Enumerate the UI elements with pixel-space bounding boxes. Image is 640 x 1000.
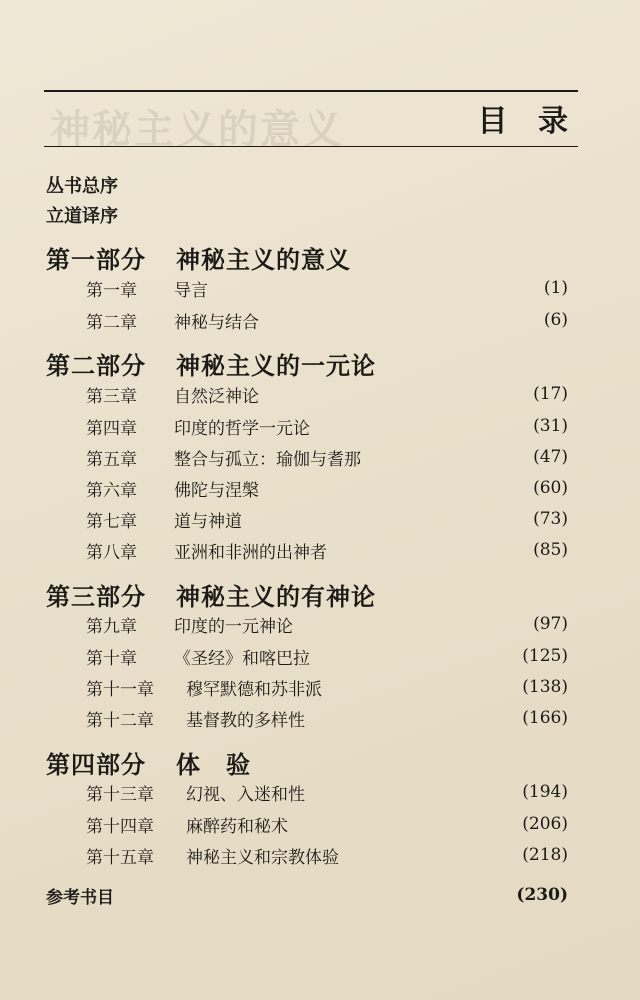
- page-number: (194): [522, 782, 568, 802]
- chapter-title: 亚洲和非洲的出神者: [174, 542, 327, 563]
- dot-leader: [367, 445, 527, 469]
- chapter-number: 第十章: [86, 648, 137, 669]
- chapter-title: 《圣经》和喀巴拉: [174, 648, 310, 669]
- dot-leader: [333, 538, 527, 562]
- dot-leader: [120, 882, 510, 908]
- part-title: 神秘主义的一元论: [176, 352, 376, 380]
- chapter-number: 第六章: [86, 480, 137, 501]
- bibliography-label: 参考书目: [46, 887, 114, 908]
- dot-leader: [265, 382, 527, 406]
- toc-entry[interactable]: [86, 414, 568, 438]
- chapter-number: 第七章: [86, 511, 137, 532]
- preface-series[interactable]: 丛书总序: [46, 176, 118, 197]
- page-title: 目 录: [477, 104, 578, 139]
- dot-leader: [316, 644, 516, 668]
- chapter-title: 基督教的多样性: [186, 710, 305, 731]
- dot-leader: [265, 308, 538, 332]
- toc-entry[interactable]: [86, 445, 568, 469]
- dot-leader: [328, 675, 516, 699]
- page-number: (85): [533, 540, 568, 560]
- dot-leader: [311, 780, 516, 804]
- dot-leader: [316, 414, 527, 438]
- page-number: (230): [516, 885, 568, 905]
- part-label: 第四部分: [46, 751, 146, 779]
- page-number: (97): [533, 614, 568, 634]
- toc-entry[interactable]: [86, 538, 568, 562]
- chapter-number: 第十一章: [86, 679, 154, 700]
- toc-entry[interactable]: [86, 812, 568, 836]
- chapter-title: 印度的一元神论: [174, 616, 293, 637]
- chapter-number: 第八章: [86, 542, 137, 563]
- page-number: (31): [533, 416, 568, 436]
- page-number: (166): [522, 708, 568, 728]
- toc-entry[interactable]: [86, 675, 568, 699]
- page-number: (60): [533, 478, 568, 498]
- chapter-number: 第十三章: [86, 784, 154, 805]
- part-title: 体 验: [176, 751, 251, 779]
- dot-leader: [311, 706, 516, 730]
- toc-entry[interactable]: [86, 382, 568, 406]
- chapter-title: 道与神道: [174, 511, 242, 532]
- toc-entry[interactable]: [86, 276, 568, 300]
- dot-leader: [265, 476, 527, 500]
- dot-leader: [294, 812, 516, 836]
- part-label: 第三部分: [46, 583, 146, 611]
- part-heading-1[interactable]: [46, 240, 351, 275]
- part-title: 神秘主义的有神论: [176, 583, 376, 611]
- chapter-title: 印度的哲学一元论: [174, 418, 310, 439]
- top-rule: [44, 90, 578, 92]
- part-label: 第二部分: [46, 352, 146, 380]
- part-title: 神秘主义的意义: [176, 246, 351, 274]
- chapter-number: 第十二章: [86, 710, 154, 731]
- preface-translator[interactable]: 立道译序: [46, 206, 118, 227]
- title-rule: [44, 146, 578, 147]
- chapter-title: 自然泛神论: [174, 386, 259, 407]
- bleed-through-text: 神秘主义的意义: [50, 107, 344, 153]
- chapter-number: 第一章: [86, 280, 137, 301]
- chapter-number: 第四章: [86, 418, 137, 439]
- chapter-number: 第九章: [86, 616, 137, 637]
- toc-entry[interactable]: [86, 507, 568, 531]
- page-number: (138): [522, 677, 568, 697]
- toc-entry[interactable]: [86, 780, 568, 804]
- chapter-number: 第十四章: [86, 816, 154, 837]
- page-number: (125): [522, 646, 568, 666]
- page-number: (17): [533, 384, 568, 404]
- part-heading-4[interactable]: [46, 745, 251, 780]
- chapter-title: 穆罕默德和苏非派: [186, 679, 322, 700]
- chapter-title: 麻醉药和秘术: [186, 816, 288, 837]
- chapter-number: 第五章: [86, 449, 137, 470]
- dot-leader: [345, 843, 516, 867]
- part-heading-2[interactable]: [46, 346, 376, 381]
- dot-leader: [248, 507, 527, 531]
- chapter-title: 神秘与结合: [174, 312, 259, 333]
- chapter-title: 导言: [174, 280, 208, 301]
- chapter-title: 神秘主义和宗教体验: [186, 847, 339, 868]
- page-number: (47): [533, 447, 568, 467]
- toc-entry[interactable]: [86, 308, 568, 332]
- chapter-number: 第十五章: [86, 847, 154, 868]
- bibliography-entry[interactable]: [46, 882, 568, 908]
- dot-leader: [299, 612, 527, 636]
- toc-entry[interactable]: [86, 843, 568, 867]
- page-number: (218): [522, 845, 568, 865]
- part-heading-3[interactable]: [46, 577, 376, 612]
- toc-entry[interactable]: [86, 644, 568, 668]
- chapter-title: 整合与孤立：瑜伽与耆那: [174, 449, 361, 470]
- toc-entry[interactable]: [86, 612, 568, 636]
- toc-entry[interactable]: [86, 476, 568, 500]
- chapter-number: 第三章: [86, 386, 137, 407]
- dot-leader: [214, 276, 538, 300]
- page-number: (73): [533, 509, 568, 529]
- page-number: (6): [543, 310, 568, 330]
- chapter-number: 第二章: [86, 312, 137, 333]
- toc-entry[interactable]: [86, 706, 568, 730]
- page-number: (206): [522, 814, 568, 834]
- chapter-title: 幻视、入迷和性: [186, 784, 305, 805]
- page-number: (1): [543, 278, 568, 298]
- part-label: 第一部分: [46, 246, 146, 274]
- chapter-title: 佛陀与涅槃: [174, 480, 259, 501]
